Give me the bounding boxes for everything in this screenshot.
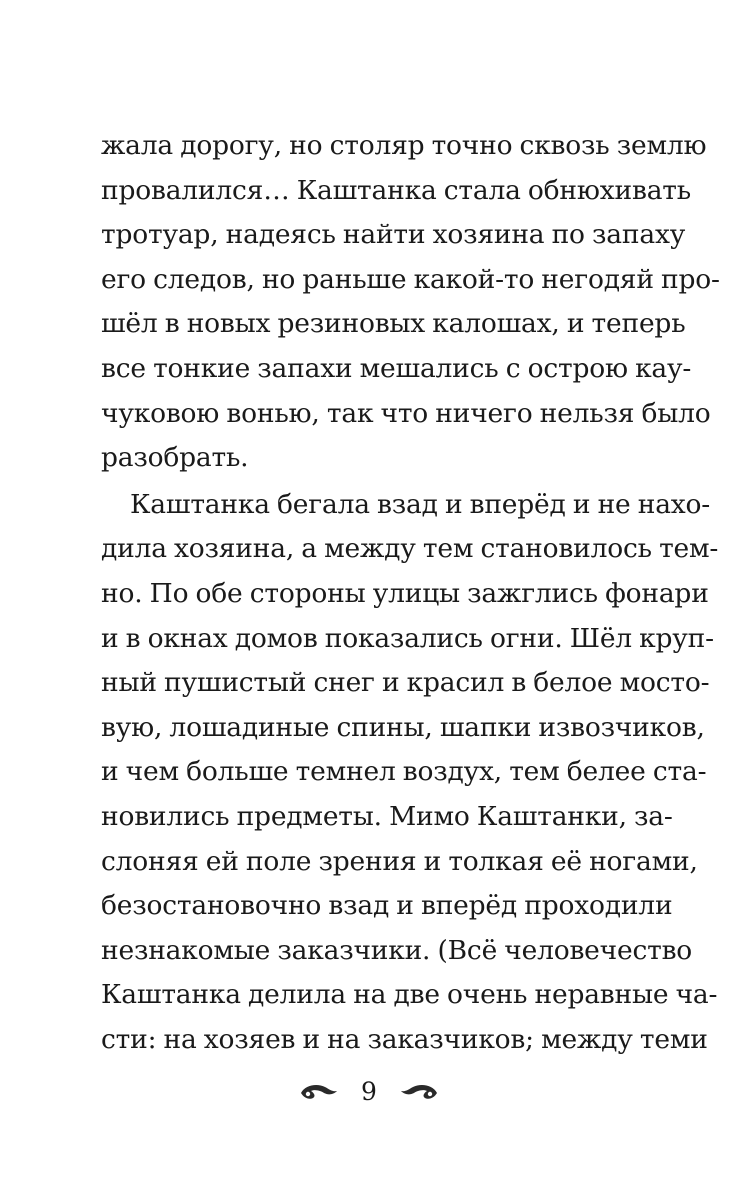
text-line: провалился… Каштанка стала обнюхивать [101, 174, 691, 206]
text-line: шёл в новых резиновых калошах, и теперь [101, 308, 686, 340]
text-line: новились предметы. Мимо Каштанки, за- [101, 800, 673, 832]
text-line: Каштанка бегала взад и вперёд и не нахо- [130, 488, 711, 520]
text-line: жала дорогу, но столяр точно сквозь землю [101, 130, 707, 161]
swirl-ornament-left-icon [299, 1081, 339, 1103]
text-line: слоняя ей поле зрения и толкая её ногами, [101, 845, 698, 877]
paragraph-1 [101, 124, 720, 481]
text-line: безостановочно взад и вперёд проходили [101, 890, 673, 922]
text-line: вую, лошадиные спины, шапки извозчиков, [101, 711, 705, 743]
text-line: Каштанка делила на две очень неравные ча- [101, 979, 718, 1011]
page-footer [0, 1072, 738, 1112]
swirl-ornament-right-icon [399, 1081, 439, 1103]
text-line: все тонкие запахи мешались с острою кау- [101, 352, 692, 384]
text-line: но. По обе стороны улицы зажглись фонари [101, 577, 709, 609]
text-line: ный пушистый снег и красил в белое мосто- [101, 667, 710, 699]
text-line: и в окнах домов показались огни. Шёл круп- [101, 622, 714, 654]
text-line: сти: на хозяев и на заказчиков; между теми [101, 1023, 708, 1055]
text-line: разобрать. [101, 442, 249, 474]
text-line: дила хозяина, а между тем становилось тем- [101, 533, 719, 565]
text-line: тротуар, надеясь найти хозяина по запаху [101, 219, 686, 251]
text-line: его следов, но раньше какой-то негодяй про- [101, 263, 720, 295]
text-line: чуковою вонью, так что ничего нельзя было [101, 397, 711, 429]
paragraph-2 [101, 483, 719, 1063]
page-number: 9 [361, 1077, 377, 1106]
text-line: незнакомые заказчики. (Всё человечество [101, 934, 693, 966]
text-line: и чем больше темнел воздух, тем белее ста- [101, 756, 707, 788]
body-text [101, 124, 720, 1062]
